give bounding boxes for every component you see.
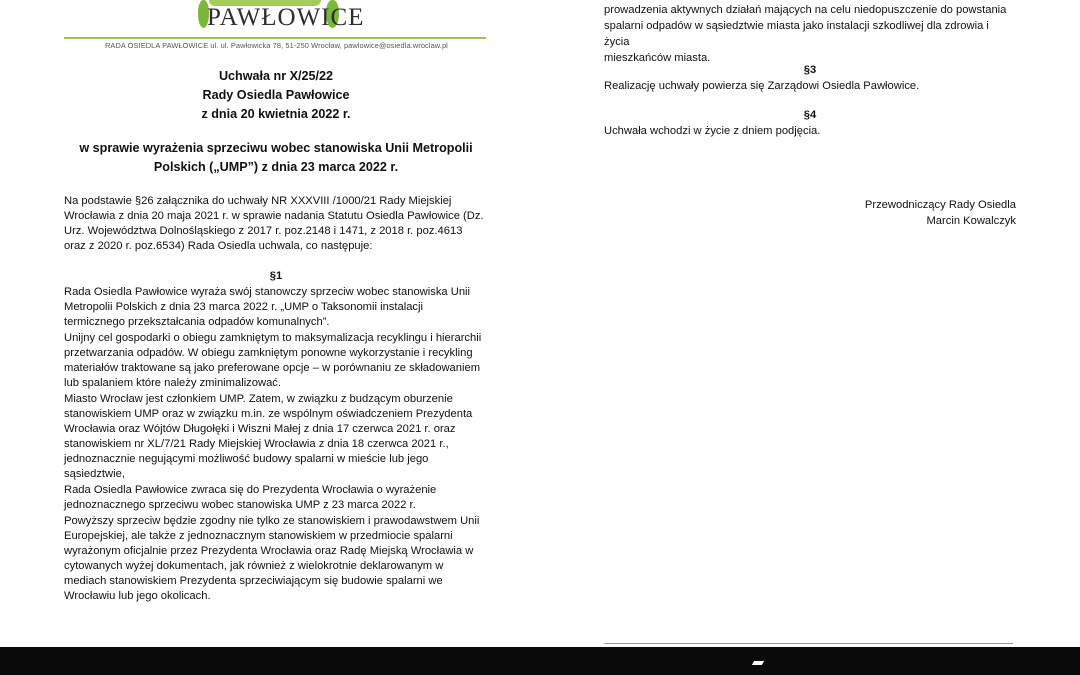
text-line: przetwarzania odpadów. W obiegu zamkniętym ponowne wykorzystanie i recykling bbox=[64, 347, 473, 359]
text-line: stanowiskiem UMP oraz w związku m.in. ze wspólnym oświadczeniem Prezydenta bbox=[64, 408, 473, 420]
resolution-subject bbox=[64, 139, 488, 177]
title-line: Rady Osiedla Pawłowice bbox=[202, 88, 350, 102]
section1-paragraph-2 bbox=[64, 331, 488, 391]
preamble-paragraph bbox=[64, 194, 488, 254]
text-line: materiałów traktowane są jako preferowane opcje – w porównaniu ze składowaniem bbox=[64, 362, 481, 374]
text-line: stanowiskiem nr XL/7/21 Rady Miejskiej Wrocławia z dnia 18 czerwca 2021 r., bbox=[64, 438, 449, 450]
signature-block bbox=[865, 197, 1016, 229]
header-divider bbox=[64, 37, 486, 39]
text-line: oraz z 2020 r. poz.6534) Rada Osiedla uchwala, co następuje: bbox=[64, 240, 373, 252]
text-line: Europejskiej, ale także z jednoznacznym stanowiskiem w przedmiocie spalarni bbox=[64, 530, 453, 542]
text-line: Powyższy sprzeciw będzie zgodny nie tylko ze stanowiskiem i prawodawstwem Unii bbox=[64, 515, 480, 527]
signature-role: Przewodniczący Rady Osiedla bbox=[864, 199, 1016, 211]
title-line: z dnia 20 kwietnia 2022 r. bbox=[201, 107, 351, 121]
text-line: prowadzenia aktywnych działań mających na celu niedopuszczenie do powstania bbox=[604, 4, 1007, 16]
section1-paragraph-3 bbox=[64, 392, 488, 482]
text-line: termicznego przekształcania odpadów komunalnych”. bbox=[64, 316, 330, 328]
text-line: Urz. Województwa Dolnośląskiego z 2017 r. poz.2148 i 1471, z 2018 r. poz.4613 bbox=[64, 225, 463, 237]
text-line: sąsiedztwie, bbox=[64, 468, 125, 480]
section1-paragraph-1 bbox=[64, 285, 488, 330]
section1-paragraph-4 bbox=[64, 483, 488, 513]
subject-line: w sprawie wyrażenia sprzeciwu wobec stanowiska Unii Metropolii bbox=[79, 141, 473, 155]
section-heading-3: §3 bbox=[803, 64, 817, 76]
osiedle-logo bbox=[64, 0, 488, 38]
subject-line: Polskich („UMP”) z dnia 23 marca 2022 r. bbox=[153, 160, 399, 174]
text-line: jednoznacznie negującymi możliwość budowy spalarni w mieście lub jego bbox=[64, 453, 429, 465]
text-line: Wrocławiu lub jego okolicach. bbox=[64, 590, 211, 602]
section-heading-4: §4 bbox=[803, 109, 817, 121]
document-page-left bbox=[64, 0, 488, 602]
resolution-title bbox=[64, 67, 488, 124]
logo-text: PAWŁOWICE bbox=[207, 4, 365, 31]
text-line: Metropolii Polskich z dnia 23 marca 2022 r. „UMP o Taksonomii instalacji bbox=[64, 301, 423, 313]
text-line: Rada Osiedla Pawłowice zwraca się do Prezydenta Wrocławia o wyrażenie bbox=[64, 484, 437, 496]
text-line: Wrocławia z dnia 20 maja 2021 r. w sprawie nadania Statutu Osiedla Pawłowice (Dz. bbox=[64, 210, 484, 222]
text-line: Rada Osiedla Pawłowice wyraża swój stanowczy sprzeciw wobec stanowiska Unii bbox=[64, 286, 471, 298]
text-line: Wrocławia oraz Wójtów Długołęki i Wiszni Małej z dnia 17 czerwca 2021 r. oraz bbox=[64, 423, 456, 435]
section3-text: Realizację uchwały powierza się Zarządowi Osiedla Pawłowice. bbox=[604, 80, 920, 92]
text-line: jednoznacznego sprzeciwu wobec stanowiska UMP z 23 marca 2022 r. bbox=[64, 499, 416, 511]
header-address: RADA OSIEDLA PAWŁOWICE ul. ul. Pawłowicka 78, 51-250 Wrocław, pawlowice@osiedla.wroclaw.pl bbox=[105, 41, 448, 50]
signature-name: Marcin Kowalczyk bbox=[926, 215, 1016, 227]
page-bottom-divider bbox=[604, 643, 1013, 644]
bottom-bar bbox=[0, 647, 1080, 675]
continued-paragraph bbox=[604, 2, 1016, 66]
title-line: Uchwała nr X/25/22 bbox=[218, 69, 334, 83]
text-line: mediach stanowiskiem Prezydenta sprzeciwiającym się budowie spalarni we bbox=[64, 575, 443, 587]
text-line: Unijny cel gospodarki o obiegu zamkniętym to maksymalizacja recyklingu i hierarchii bbox=[64, 332, 482, 344]
section1-paragraph-5 bbox=[64, 514, 488, 604]
text-line: Miasto Wrocław jest członkiem UMP. Zatem, w związku z budzącym oburzenie bbox=[64, 393, 453, 405]
text-line: Na podstawie §26 załącznika do uchwały NR XXXVIII /1000/21 Rady Miejskiej bbox=[64, 195, 452, 207]
text-line: spalarni odpadów w sąsiedztwie miasta jako instalacji szkodliwej dla zdrowia i życia bbox=[604, 20, 989, 48]
text-line: wyrażonym oficjalnie przez Prezydenta Wrocławia oraz Radę Miejską Wrocławia w bbox=[64, 545, 474, 557]
text-line: lub spalaniem które należy zminimalizować. bbox=[64, 377, 282, 389]
text-line: mieszkańców miasta. bbox=[604, 52, 711, 64]
text-line: cytowanych wyżej dokumentach, jak również z wielokrotnie deklarowanym w bbox=[64, 560, 444, 572]
section4-text: Uchwała wchodzi w życie z dniem podjęcia. bbox=[604, 125, 821, 137]
accent-mark-shape bbox=[752, 661, 764, 665]
section-heading-1: §1 bbox=[269, 270, 283, 282]
